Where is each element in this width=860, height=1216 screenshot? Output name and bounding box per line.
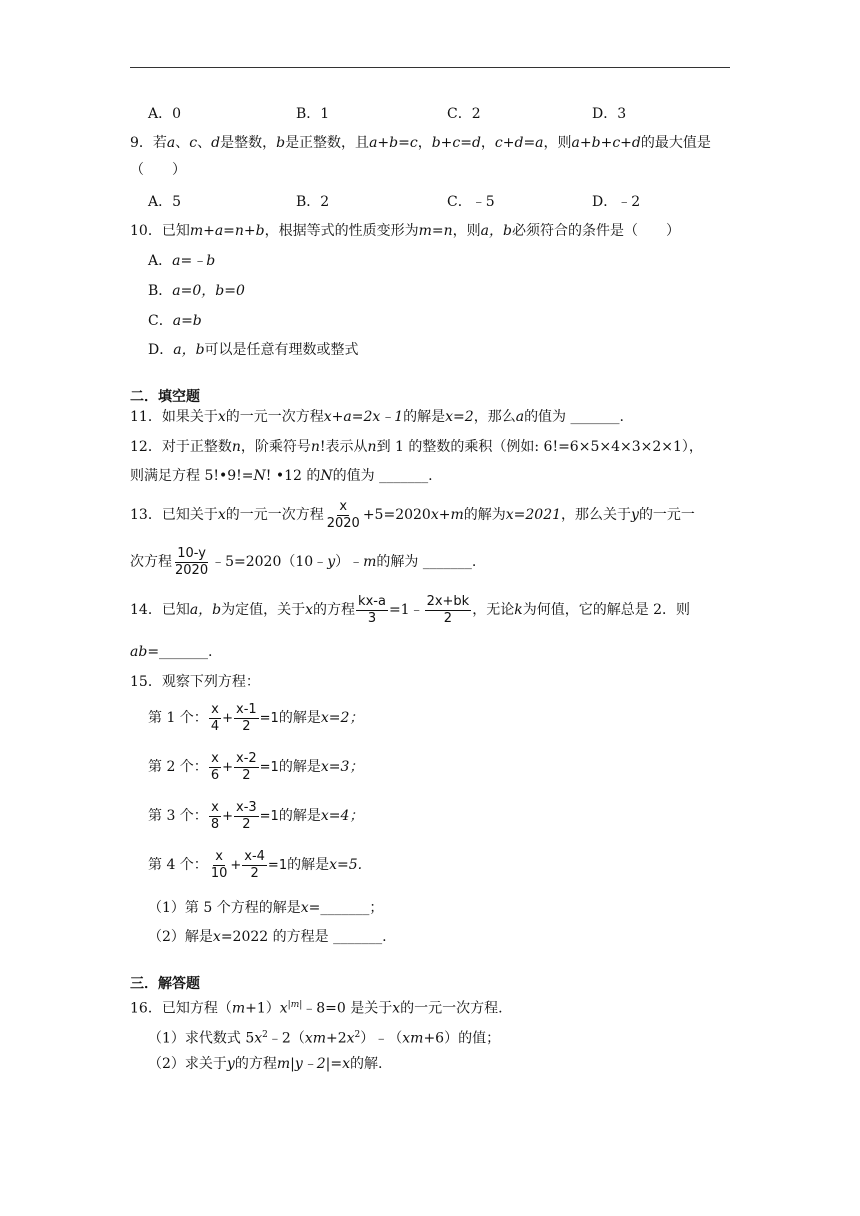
equals-one: =1: [259, 809, 279, 824]
q13-text: +: [438, 507, 451, 523]
q13-line1: [130, 498, 695, 532]
q14-text: 14．已知: [130, 602, 190, 618]
option-expr: a=0，b=0: [172, 283, 245, 299]
q13-text: ，那么关于: [561, 507, 632, 523]
q16-text: 的一元一次方程.: [400, 1000, 503, 1017]
q14-text: =1﹣: [388, 602, 424, 618]
q15-blank-text[interactable]: =_______；: [308, 900, 384, 916]
q15-text: （2）解是: [148, 929, 213, 945]
q15-fraction: [209, 849, 230, 882]
q13-text: ﹣5=2020（10﹣: [211, 554, 328, 570]
q12-line2: [130, 466, 433, 486]
q15-sub1: [148, 898, 383, 918]
q9-text: 是正整数，且: [285, 135, 370, 151]
q15-fraction: [209, 702, 221, 735]
q15-blank-text[interactable]: =2022 的方程是 _______.: [220, 929, 387, 945]
q12-line1: [130, 437, 703, 457]
q16-stem: [130, 995, 503, 1019]
fraction-denominator: 10: [210, 865, 228, 881]
q16-text: （2）求关于: [148, 1056, 227, 1072]
equation-label: 第 1 个：: [148, 710, 208, 726]
fraction-numerator: x: [211, 750, 219, 766]
q10-option-a[interactable]: [148, 251, 215, 271]
q13-fraction: [325, 499, 362, 532]
plus-sign: +: [222, 809, 233, 824]
q9-option-a[interactable]: A．5: [148, 194, 182, 210]
q15-var: x: [212, 929, 221, 945]
q16-text: +1）: [245, 1000, 280, 1017]
q12-var: n: [310, 439, 320, 455]
solution-text: 的解是: [278, 759, 321, 775]
q14-fraction: [356, 594, 388, 627]
q11-var: a: [515, 409, 525, 425]
q14-fraction: [425, 594, 472, 627]
option-expr: a，b: [173, 342, 205, 358]
fraction-numerator: x-3: [236, 799, 257, 815]
fraction-numerator: 2x+bk: [426, 593, 470, 609]
q15-fraction: [234, 751, 259, 784]
q10-stem: [130, 221, 680, 241]
q14-var: x: [305, 602, 314, 618]
q9-text: 是整数，: [220, 135, 277, 151]
q16-sub2: [148, 1054, 382, 1074]
q15-fraction: [234, 800, 259, 833]
q16-text: +2: [326, 1030, 347, 1047]
q13-blank-text[interactable]: 的解为 _______.: [376, 554, 477, 570]
q12-blank-text[interactable]: 的值为 _______.: [332, 468, 433, 484]
option-expr: a=b: [172, 313, 202, 329]
q11-text: 的解是: [403, 409, 446, 425]
q13-var: x: [217, 507, 226, 523]
q9-text: 、: [175, 135, 190, 151]
q16-exponent: |m|: [287, 1000, 303, 1010]
q16-var: xm: [304, 1030, 326, 1047]
solution-value: x=3；: [320, 759, 364, 775]
q11-text: 的一元一次方程: [225, 409, 324, 425]
q12-text: 到 1 的整数的乘积（例如: 6!=6×5×4×3×2×1），: [376, 439, 703, 455]
q12-text: 则满足方程 5!•9!=: [130, 468, 254, 484]
q16-text: 16．已知方程（: [130, 1000, 232, 1017]
fraction-numerator: x-1: [236, 701, 257, 717]
q15-fraction: [209, 751, 221, 784]
fraction-denominator: 4: [210, 718, 220, 734]
q13-text: 的一元一: [638, 507, 695, 523]
option-label: A．: [148, 253, 173, 269]
q16-var: xm: [402, 1030, 424, 1047]
q13-var: m: [450, 507, 464, 523]
q15-equation-2: [148, 750, 363, 785]
fraction-denominator: 2: [242, 816, 251, 832]
fraction-numerator: x: [215, 848, 223, 864]
fraction-numerator: x-2: [236, 750, 257, 766]
q9-var-c: c: [189, 135, 198, 151]
header-rule: [130, 67, 730, 68]
q13-fraction: [173, 546, 210, 579]
q10-equation: m+a=n+b: [189, 223, 265, 239]
q13-var: y: [327, 554, 336, 570]
q9-text: 、: [197, 135, 212, 151]
q13-text: 的一元一次方程: [225, 507, 324, 523]
q13-text: 次方程: [130, 554, 172, 570]
q9-stem: [130, 133, 711, 153]
q16-text: ﹣2（: [267, 1030, 305, 1047]
fraction-numerator: x: [211, 701, 219, 717]
q16-text: （1）求代数式 5: [148, 1030, 255, 1047]
q9-var-a: a: [166, 135, 176, 151]
q13-text: +5=2020: [362, 507, 431, 523]
q11-equation: x+a=2x﹣1: [323, 409, 404, 425]
fraction-denominator: 2: [250, 865, 259, 881]
fraction-denominator: 6: [210, 767, 220, 783]
solution-value: x=2；: [320, 710, 364, 726]
q11-solution: x=2: [445, 409, 474, 425]
q14-line2: [130, 642, 213, 662]
fraction-denominator: 3: [367, 610, 377, 626]
fraction-denominator: 8: [210, 816, 220, 832]
q12-var: N: [253, 468, 266, 484]
q12-var: N: [320, 468, 333, 484]
q16-text: 的方程: [234, 1056, 277, 1072]
fraction-numerator: kx-a: [358, 593, 386, 609]
q16-var: x: [254, 1030, 263, 1047]
equation-label: 第 4 个：: [148, 857, 208, 873]
q8-option-c[interactable]: C．2: [447, 106, 481, 122]
q10-equation: m=n: [418, 223, 453, 239]
q13-text: 的解为: [463, 507, 506, 523]
q15-text: （1）第 5 个方程的解是: [148, 900, 301, 916]
plus-sign: +: [222, 760, 233, 775]
q11-text: 11．如果关于: [130, 409, 218, 425]
q16-exponent: 2: [262, 1030, 268, 1040]
q15-sub2: [148, 927, 387, 947]
q12-var: n: [231, 439, 241, 455]
q9-sum-expr: a+b+c+d: [571, 135, 641, 151]
q15-stem: 15．观察下列方程：: [130, 674, 260, 690]
q16-var: x: [392, 1000, 401, 1017]
q10-text: ，则: [452, 223, 481, 239]
equals-one: =1: [267, 858, 288, 873]
q9-text: ，: [480, 135, 495, 151]
q16-sub1: [148, 1025, 500, 1049]
fraction-denominator: 2: [242, 767, 251, 783]
q9-option-b[interactable]: B．2: [296, 194, 330, 210]
fraction-denominator: 2020: [326, 515, 360, 531]
q9-answer-paren: （ ）: [130, 162, 186, 178]
q13-text: 13．已知关于: [130, 507, 218, 523]
q13-var: y: [631, 507, 639, 523]
q10-text: 必须符合的条件是（ ）: [511, 223, 680, 239]
q10-option-d[interactable]: [148, 340, 359, 360]
section-title-solve: 三．解答题: [130, 976, 200, 992]
solution-text: 的解是: [287, 857, 330, 873]
fraction-denominator: 2: [242, 718, 251, 734]
q9-text: 9．若: [130, 135, 167, 151]
q8-option-d[interactable]: D．3: [592, 106, 627, 122]
q10-vars: a，b: [480, 223, 512, 239]
q13-line2: [130, 545, 476, 579]
q8-option-b[interactable]: B．1: [296, 106, 330, 122]
equals-one: =1: [259, 711, 279, 726]
solution-value: x=5.: [329, 857, 363, 873]
q15-fraction: [242, 849, 267, 882]
q9-option-c[interactable]: C．﹣5: [447, 194, 495, 210]
q14-var: k: [514, 602, 523, 618]
q9-var-b: b: [276, 135, 286, 151]
q16-exponent: 2: [354, 1030, 361, 1040]
fraction-denominator: 2020: [175, 562, 209, 578]
equation-label: 第 2 个：: [148, 759, 208, 775]
q15-equation-1: [148, 701, 363, 736]
solution-text: 的解是: [278, 710, 321, 726]
fraction-numerator: x: [339, 498, 348, 514]
q16-text: +6）的值；: [423, 1030, 501, 1047]
q15-fraction: [234, 702, 259, 735]
option-text: 可以是任意有理数或整式: [204, 342, 359, 358]
q9-condition: b+c=d: [431, 135, 481, 151]
solution-text: 的解是: [278, 808, 321, 824]
fraction-denominator: 2: [443, 610, 453, 626]
q14-text: ，无论: [472, 602, 515, 618]
q9-text: ，则: [543, 135, 572, 151]
option-label: C．: [148, 313, 173, 329]
q13-text: ）﹣: [335, 554, 364, 570]
plus-sign: +: [222, 711, 233, 726]
solution-value: x=4；: [320, 808, 364, 824]
q9-text: 的最大值是: [640, 135, 711, 151]
q11-blank-text[interactable]: 的值为 _______.: [524, 409, 624, 425]
q11-var: x: [217, 409, 226, 425]
option-label: B．: [148, 283, 173, 299]
fraction-numerator: x-4: [244, 848, 265, 864]
q10-text: 10．已知: [130, 223, 190, 239]
option-label: D．: [148, 342, 174, 358]
q13-var: x: [430, 507, 439, 523]
q16-var: m: [231, 1000, 246, 1017]
q12-text: ! •12 的: [265, 468, 321, 484]
q9-text: ，: [417, 135, 432, 151]
q9-condition: a+b=c: [369, 135, 418, 151]
q9-condition: c+d=a: [494, 135, 544, 151]
q13-solution: x=2021: [505, 507, 562, 523]
q16-var: y: [226, 1056, 235, 1072]
option-expr: a=﹣b: [172, 253, 216, 269]
q14-text: 为何值，它的解总是 2．则: [522, 602, 691, 618]
fraction-numerator: 10-y: [177, 545, 206, 561]
q11-stem: [130, 407, 624, 427]
equals-one: =1: [259, 760, 279, 775]
plus-sign: +: [230, 858, 242, 873]
q14-text: 为定值，关于: [221, 602, 306, 618]
q10-text: ，根据等式的性质变形为: [264, 223, 419, 239]
q15-equation-4: [148, 848, 362, 883]
q15-fraction: [209, 800, 221, 833]
q15-equation-3: [148, 799, 363, 834]
q10-option-c[interactable]: [148, 311, 202, 331]
q14-vars: a，b: [189, 602, 222, 618]
q13-var: m: [363, 554, 377, 570]
q12-text: ，阶乘符号: [240, 439, 311, 455]
q9-option-d[interactable]: D．﹣2: [592, 194, 641, 210]
q11-text: ，那么: [473, 409, 516, 425]
q14-var: ab: [130, 644, 148, 660]
q14-text: 的方程: [313, 602, 356, 618]
q16-text: 的解.: [350, 1056, 383, 1072]
q12-text: 12．对于正整数: [130, 439, 232, 455]
q14-blank-text[interactable]: =_______.: [147, 644, 213, 660]
q16-equation: m|y﹣2|=x: [276, 1056, 350, 1072]
fraction-numerator: x: [211, 799, 219, 815]
q10-option-b[interactable]: [148, 281, 245, 301]
q16-text: ）﹣（: [360, 1030, 403, 1047]
q12-text: !表示从: [319, 439, 368, 455]
section-title-fill-in: 二．填空题: [130, 389, 200, 405]
q15-var: x: [300, 900, 309, 916]
q9-var-d: d: [211, 135, 221, 151]
equation-label: 第 3 个：: [148, 808, 208, 824]
q12-var: n: [367, 439, 377, 455]
q16-text: ﹣8=0 是关于: [302, 1000, 393, 1017]
q16-var: x: [279, 1000, 288, 1017]
q16-var: x: [346, 1030, 355, 1047]
q14-line1: [130, 593, 690, 627]
q8-option-a[interactable]: A．0: [148, 106, 182, 122]
